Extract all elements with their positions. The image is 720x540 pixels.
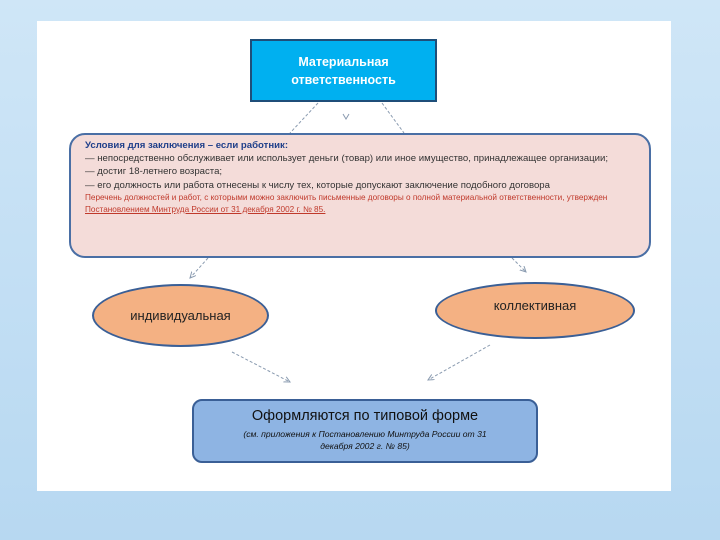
collective-liability-oval [435, 282, 635, 339]
title-box-material-liability [250, 39, 437, 102]
standard-form-box [192, 399, 538, 463]
form-note: (см. приложения к Постановлению Минтруда России от 31 декабря 2002 г. № 85) [243, 429, 487, 451]
individual-label: индивидуальная [130, 308, 231, 323]
individual-liability-oval [92, 284, 269, 347]
condition-item: — достиг 18-летнего возраста; [85, 166, 223, 178]
title-line-1: Материальная [298, 54, 389, 69]
title-line-2: ответственность [291, 72, 396, 87]
conditions-heading: Условия для заключения – если работник: [85, 140, 289, 151]
conditions-box [69, 133, 651, 258]
condition-item: — его должность или работа отнесены к числу тех, которые допускают заключение подобного договора [85, 179, 550, 191]
resolution-link[interactable]: Постановлением Минтруда России от 31 декабря 2002 г. № 85. [85, 204, 326, 214]
form-title: Оформляются по типовой форме [251, 408, 479, 424]
conditions-note [85, 192, 639, 216]
condition-item: — непосредственно обслуживает или использует деньги (товар) или иное имущество, принадлежащее организации; [85, 153, 608, 165]
collective-label: коллективная [493, 298, 577, 313]
conditions-note-text: Перечень должностей и работ, с которыми можно заключить письменные договоры о полной материальной ответственности, утвержден [85, 192, 608, 202]
